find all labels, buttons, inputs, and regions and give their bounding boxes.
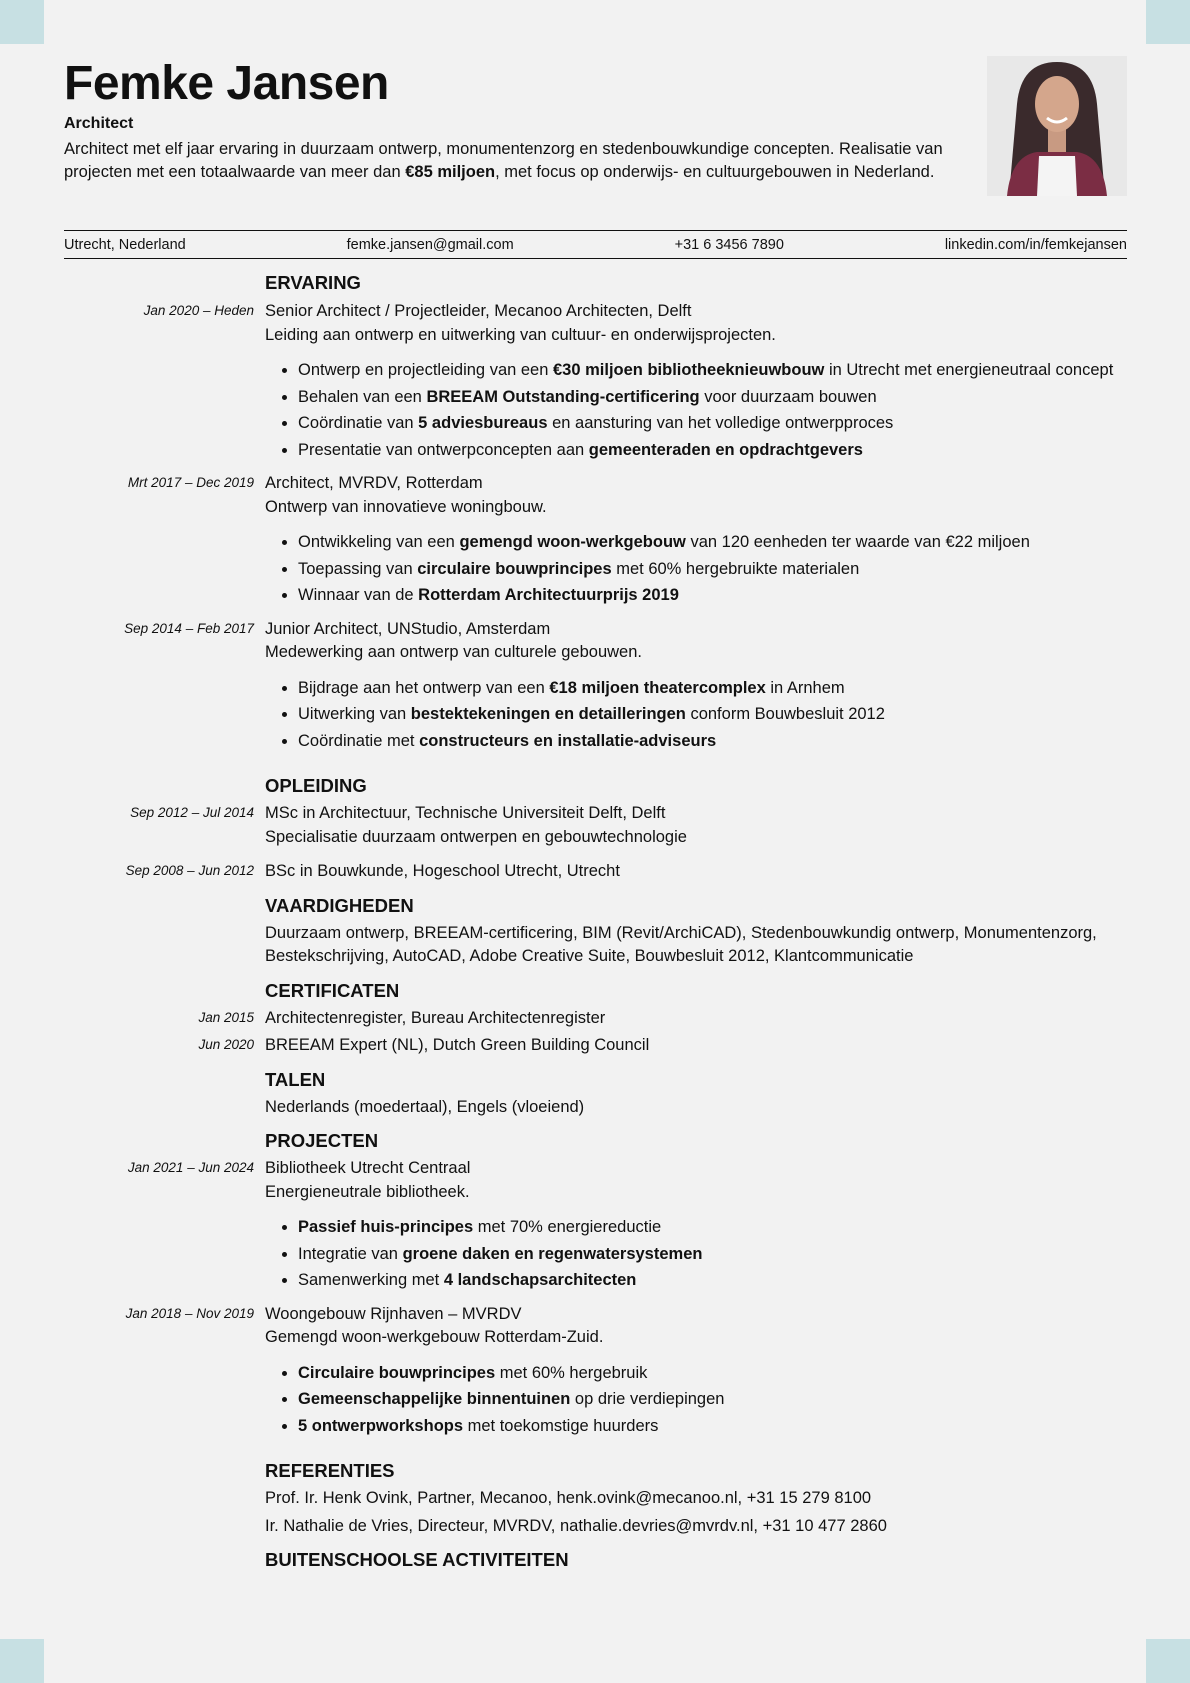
- profile-summary: Architect met elf jaar ervaring in duurzaam ontwerp, monumentenzorg en stedenbouwkundige concepten. Realisatie van projecten met een totaalwaarde van meer dan €85 miljoen, met focus op onderwijs- en cultuurgebouwen in Nederland.: [64, 140, 943, 181]
- entry-bullets: [265, 1214, 1127, 1294]
- corner-decoration: [0, 0, 44, 44]
- entry-title: Architectenregister, Bureau Architectenregister: [265, 1008, 606, 1027]
- certificate-entry: [64, 1034, 1127, 1058]
- experience-entry: [64, 618, 1127, 755]
- entry-title: Senior Architect / Projectleider, Mecanoo Architecten, Delft: [265, 302, 692, 320]
- list-item: • 5 ontwerpworkshops met toekomstige huurders: [298, 1413, 1127, 1440]
- entry-description: Specialisatie duurzaam ontwerpen en gebouwtechnologie: [265, 827, 687, 846]
- certificate-entry: [64, 1007, 1127, 1031]
- entry-description: Ontwerp van innovatieve woningbouw.: [265, 497, 547, 516]
- corner-decoration: [1146, 0, 1190, 44]
- resume-page: [64, 56, 1127, 1572]
- list-item: • Integratie van groene daken en regenwatersystemen: [298, 1241, 1127, 1268]
- list-item: • Coördinatie van 5 adviesbureaus en aansturing van het volledige ontwerpproces: [298, 410, 1127, 437]
- section-title-skills: VAARDIGHEDEN: [265, 894, 414, 916]
- list-item: • Coördinatie met constructeurs en installatie-adviseurs: [298, 728, 1127, 755]
- section-title-activities: BUITENSCHOOLSE ACTIVITEITEN: [265, 1549, 569, 1570]
- contact-email[interactable]: femke.jansen@gmail.com: [346, 237, 514, 253]
- entry-date: Mrt 2017 – Dec 2019: [127, 475, 254, 490]
- profile-photo: [987, 56, 1127, 196]
- list-item: • Behalen van een BREEAM Outstanding-certificering voor duurzaam bouwen: [298, 384, 1127, 411]
- resume-header: [64, 56, 1127, 206]
- list-item: • Toepassing van circulaire bouwprincipes met 60% hergebruikte materialen: [298, 556, 1127, 583]
- list-item: • Presentatie van ontwerpconcepten aan gemeenteraden en opdrachtgevers: [298, 437, 1127, 464]
- experience-entry: [64, 300, 1127, 463]
- contact-linkedin[interactable]: linkedin.com/in/femkejansen: [944, 237, 1127, 253]
- education-entry: [64, 860, 1127, 884]
- entry-date: Jun 2020: [198, 1037, 254, 1052]
- list-item: • Passief huis-principes met 70% energiereductie: [298, 1214, 1127, 1241]
- entry-description: Leiding aan ontwerp en uitwerking van cultuur- en onderwijsprojecten.: [265, 325, 776, 344]
- languages-list: Nederlands (moedertaal), Engels (vloeiend): [265, 1097, 585, 1116]
- entry-date: Jan 2020 – Heden: [143, 303, 254, 318]
- section-title-languages: TALEN: [265, 1068, 326, 1090]
- corner-decoration: [1146, 1639, 1190, 1683]
- entry-bullets: [265, 1360, 1127, 1440]
- entry-date: Jan 2015: [198, 1009, 254, 1025]
- reference-item: Prof. Ir. Henk Ovink, Partner, Mecanoo, henk.ovink@mecanoo.nl, +31 15 279 8100: [265, 1489, 872, 1507]
- skills-list: Duurzaam ontwerp, BREEAM-certificering, BIM (Revit/ArchiCAD), Stedenbouwkundig ontwerp, Monumentenzorg, Bestekschrijving, AutoCAD, Adobe Creative Suite, Bouwbesluit 2012, Klantcommunicatie: [265, 923, 1097, 965]
- entry-title: Bibliotheek Utrecht Centraal: [265, 1159, 471, 1177]
- list-item: • Ontwikkeling van een gemengd woon-werkgebouw van 120 eenheden ter waarde van €22 miljoen: [298, 529, 1127, 556]
- entry-bullets: [265, 529, 1127, 609]
- candidate-name: Femke Jansen: [64, 57, 389, 110]
- reference-item: Ir. Nathalie de Vries, Directeur, MVRDV, nathalie.devries@mvrdv.nl, +31 10 477 2860: [265, 1516, 887, 1535]
- list-item: • Samenwerking met 4 landschapsarchitecten: [298, 1267, 1127, 1294]
- entry-date: Sep 2008 – Jun 2012: [125, 863, 254, 878]
- entry-bullets: [265, 357, 1127, 463]
- entry-title: Junior Architect, UNStudio, Amsterdam: [265, 619, 551, 638]
- entry-title: BREEAM Expert (NL), Dutch Green Building Council: [265, 1036, 650, 1054]
- experience-entry: [64, 472, 1127, 609]
- entry-date: Jan 2018 – Nov 2019: [125, 1305, 254, 1321]
- entry-date: Sep 2014 – Feb 2017: [124, 620, 254, 636]
- entry-title: BSc in Bouwkunde, Hogeschool Utrecht, Utrecht: [265, 862, 620, 880]
- section-title-references: REFERENTIES: [265, 1460, 395, 1481]
- entry-date: Sep 2012 – Jul 2014: [130, 805, 254, 820]
- candidate-role: Architect: [64, 115, 134, 132]
- section-title-certificates: CERTIFICATEN: [265, 979, 400, 1001]
- entry-title: MSc in Architectuur, Technische Universiteit Delft, Delft: [265, 804, 666, 822]
- list-item: • Circulaire bouwprincipes met 60% hergebruik: [298, 1360, 1127, 1387]
- entry-title: Woongebouw Rijnhaven – MVRDV: [265, 1304, 522, 1323]
- education-entry: [64, 802, 1127, 849]
- list-item: • Gemeenschappelijke binnentuinen op drie verdiepingen: [298, 1386, 1127, 1413]
- list-item: • Winnaar van de Rotterdam Architectuurprijs 2019: [298, 582, 1127, 609]
- list-item: • Ontwerp en projectleiding van een €30 miljoen bibliotheeknieuwbouw in Utrecht met energieneutraal concept: [298, 357, 1127, 384]
- section-title-education: OPLEIDING: [265, 775, 367, 796]
- entry-bullets: [265, 675, 1127, 755]
- entry-date: Jan 2021 – Jun 2024: [127, 1160, 254, 1175]
- project-entry: [64, 1303, 1127, 1440]
- entry-description: Energieneutrale bibliotheek.: [265, 1182, 470, 1201]
- contact-phone[interactable]: +31 6 3456 7890: [674, 237, 784, 253]
- project-entry: [64, 1157, 1127, 1294]
- section-title-projects: PROJECTEN: [265, 1130, 379, 1151]
- contact-location: Utrecht, Nederland: [64, 237, 186, 253]
- entry-description: Gemengd woon-werkgebouw Rotterdam-Zuid.: [265, 1328, 604, 1346]
- contact-bar: [64, 230, 1127, 259]
- list-item: • Bijdrage aan het ontwerp van een €18 miljoen theatercomplex in Arnhem: [298, 675, 1127, 702]
- entry-description: Medewerking aan ontwerp van culturele gebouwen.: [265, 643, 642, 661]
- list-item: • Uitwerking van bestektekeningen en detailleringen conform Bouwbesluit 2012: [298, 701, 1127, 728]
- corner-decoration: [0, 1639, 44, 1683]
- section-title-experience: ERVARING: [265, 272, 361, 293]
- entry-title: Architect, MVRDV, Rotterdam: [265, 474, 483, 492]
